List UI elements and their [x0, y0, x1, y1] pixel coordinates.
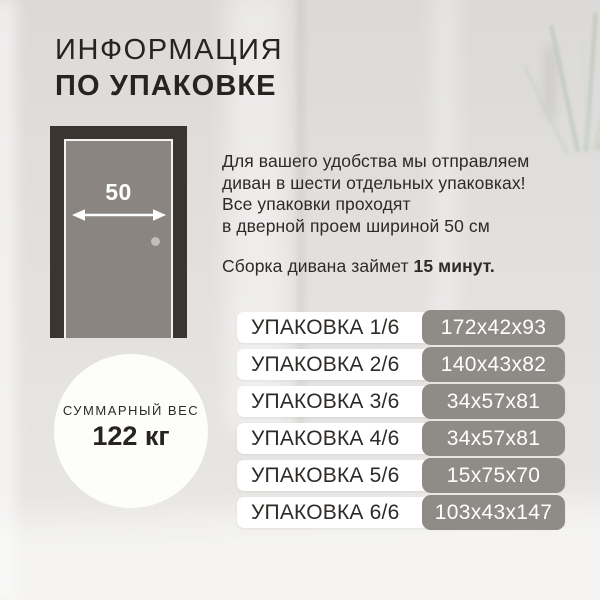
page-title-line2: ПО УПАКОВКЕ: [55, 70, 277, 102]
assembly-time-text: Сборка дивана займет: [222, 256, 414, 276]
package-row: [237, 386, 565, 417]
intro-line: Все упаковки проходят: [222, 194, 411, 214]
curtain-highlight-left: [0, 0, 16, 600]
assembly-time-note: [222, 256, 495, 277]
intro-line: Для вашего удобства мы отправляем: [222, 151, 530, 171]
package-dimensions-badge: 172x42x93: [422, 310, 565, 345]
package-label: УПАКОВКА 1/6: [251, 316, 400, 339]
package-row: [237, 460, 565, 491]
page-title: [55, 34, 283, 102]
package-dimensions-badge: 34x57x81: [422, 384, 565, 419]
intro-line: диван в шести отдельных упаковках!: [222, 172, 526, 193]
package-label: УПАКОВКА 6/6: [251, 501, 400, 524]
door-width-value: 50: [105, 179, 132, 205]
packages-list: [237, 312, 565, 534]
page-title-line1: ИНФОРМАЦИЯ: [55, 34, 284, 66]
package-dimensions-badge: 140x43x82: [422, 347, 565, 382]
door-knob: [151, 237, 160, 246]
intro-line: в дверной проем шириной 50 см: [222, 215, 490, 236]
package-row: [237, 312, 565, 343]
package-row: [237, 497, 565, 528]
door-panel: [64, 139, 173, 338]
package-row: [237, 423, 565, 454]
package-label: УПАКОВКА 5/6: [251, 464, 400, 487]
package-dimensions-badge: 34x57x81: [422, 421, 565, 456]
plant-leaf: [549, 24, 580, 152]
width-arrow-icon: [71, 207, 167, 223]
package-row: [237, 349, 565, 380]
total-weight-label: СУММАРНЫЙ ВЕС: [62, 403, 200, 418]
package-dimensions-badge: 15x75x70: [422, 458, 565, 493]
assembly-time-value: 15 минут.: [413, 256, 495, 276]
package-label: УПАКОВКА 4/6: [251, 427, 400, 450]
package-dimensions-badge: 103x43x147: [422, 495, 565, 530]
total-weight-value: 122 кг: [92, 421, 170, 451]
package-label: УПАКОВКА 2/6: [251, 353, 400, 376]
door-illustration: [50, 126, 187, 338]
intro-paragraph: [222, 151, 529, 237]
plant-decoration: [540, 0, 600, 330]
package-label: УПАКОВКА 3/6: [251, 390, 400, 413]
total-weight-circle: [54, 354, 208, 508]
